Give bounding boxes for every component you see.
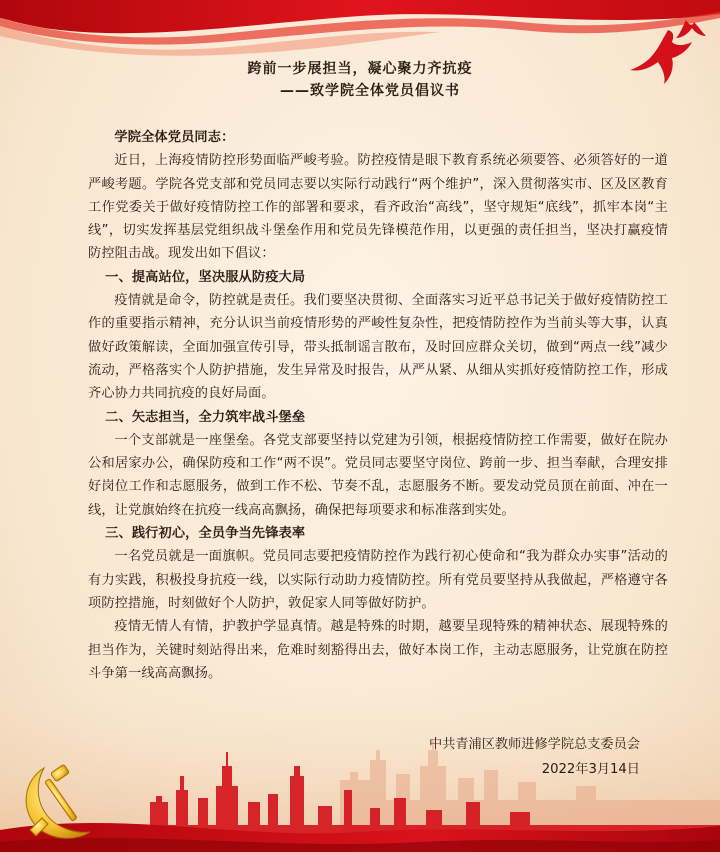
- title-block: [0, 58, 720, 102]
- section-heading-1: 一、提高站位，坚决服从防疫大局: [105, 269, 306, 285]
- letter-body: [88, 126, 668, 685]
- salutation: 学院全体党员同志：: [114, 130, 235, 145]
- page-subtitle: ——致学院全体党员倡议书: [280, 83, 460, 99]
- intro-paragraph: 近日，上海疫情防控形势面临严峻考验。防控疫情是眼下教育系统必须要答、必须答好的一道严峻考题。学院各党支部和党员同志要以实际行动践行“两个维护”，深入贯彻落实市、区及区教育工作党委关于做好疫情防控工作的部署和要求，看齐政治“高线”，坚守规矩“底线”，抓牢本岗“主线”，切实发挥基层党组织战斗堡垒作用和党员先锋模范作用，以更强的责任担当，坚决打赢疫情防控阻击战。现发出如下倡议：: [88, 153, 668, 262]
- section-body-3: 一名党员就是一面旗帜。党员同志要把疫情防控作为践行初心使命和“我为群众办实事”活动的有力实践，积极投身抗疫一线，以实际行动助力疫情防控。所有党员要坚持从我做起，严格遵守各项防控措施，时刻做好个人防护，敦促家人同等做好防护。: [88, 549, 668, 611]
- signature-date: 2022年3月14日: [541, 762, 640, 777]
- signature-organization: 中共青浦区教师进修学院总支委员会: [429, 737, 640, 752]
- red-ribbon-decoration: [0, 0, 720, 60]
- section-heading-2: 二、矢志担当，全力筑牢战斗堡垒: [105, 409, 306, 425]
- page-title: 跨前一步展担当，凝心聚力齐抗疫: [247, 61, 473, 77]
- party-emblem-icon: [14, 748, 114, 848]
- section-heading-3: 三、践行初心，全员争当先锋表率: [105, 526, 306, 542]
- section-body-2: 一个支部就是一座堡垒。各党支部要坚持以党建为引领，根据疫情防控工作需要，做好在院办公和居家办公，确保防疫和工作“两不误”。党员同志要坚守岗位、跨前一步、担当奉献，合理安排好岗位工作和志愿服务，做到工作不松、节奏不乱，志愿服务不断。要发动党员顶在前面、冲在一线，让党旗始终在抗疫一线高高飘扬，确保把每项要求和标准落到实处。: [88, 432, 668, 518]
- closing-paragraph: 疫情无情人有情，护教护学显真情。越是特殊的时期，越要呈现特殊的精神状态、展现特殊的担当作为，关键时刻站得出来，危难时刻豁得出去，做好本岗工作，主动志愿服务，让党旗在防控斗争第一线高高飘扬。: [88, 619, 668, 681]
- signature-block: [429, 732, 640, 782]
- section-body-1: 疫情就是命令，防控就是责任。我们要坚决贯彻、全面落实习近平总书记关于做好疫情防控工作的重要指示精神，充分认识当前疫情形势的严峻性复杂性，把疫情防控作为当前头等大事，认真做好政策解读，全面加强宣传引导，带头抵制谣言散布，及时回应群众关切，做到“两点一线”减少流动，严格落实个人防护措施，发生异常及时报告，从严从紧、从细从实抓好疫情防控工作，形成齐心协力共同抗疫的良好局面。: [88, 293, 668, 402]
